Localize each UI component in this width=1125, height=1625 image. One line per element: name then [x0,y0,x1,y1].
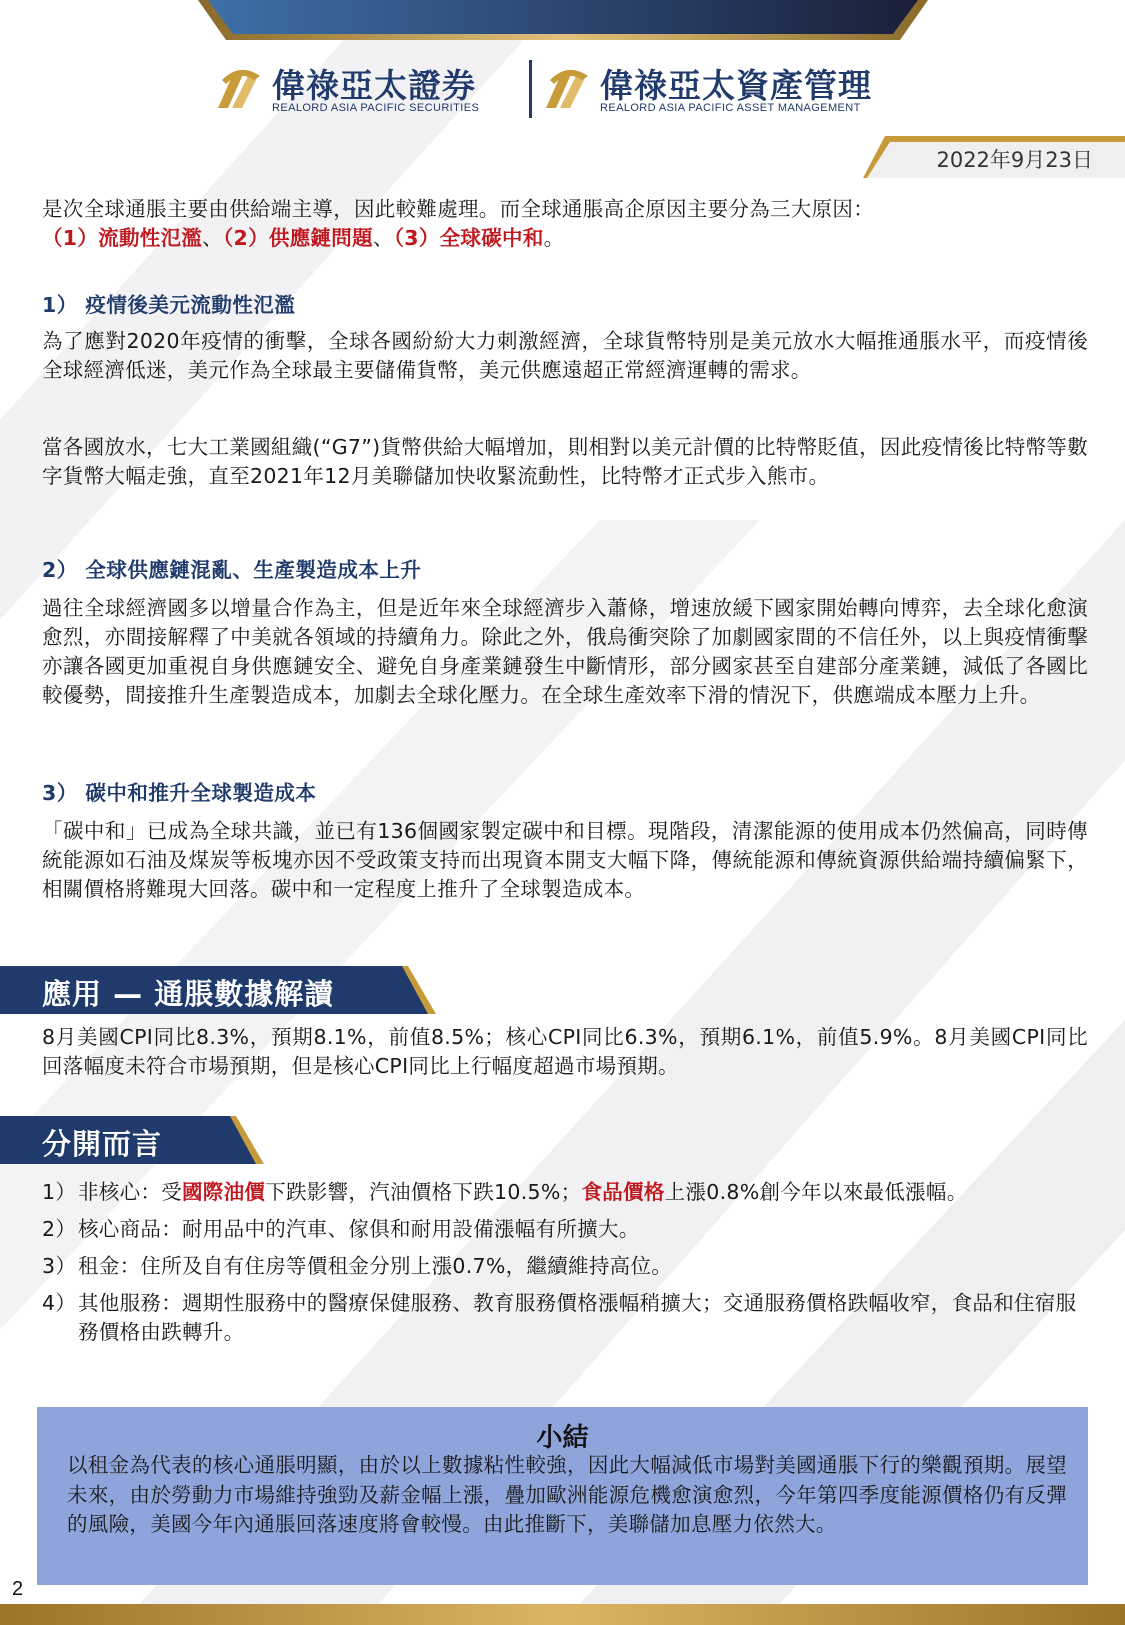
bottom-bar [0,1604,1125,1625]
list-number: 3） [42,1254,77,1278]
section-2-paragraph: 過往全球經濟國多以增量合作為主，但是近年來全球經濟步入蕭條，增速放緩下國家開始轉向博弈，去全球化愈演愈烈，亦間接解釋了中美就各領域的持續角力。除此之外，俄烏衝突除了加劇國家間的不信任外，以上與疫情衝擊亦讓各國更加重視自身供應鏈安全、避免自身產業鏈發生中斷情形，部分國家甚至自建部分產業鏈，減低了各國比較優勢，間接推升生產製造成本，加劇去全球化壓力。在全球生產效率下滑的情況下，供應端成本壓力上升。 [42,596,1088,707]
reason-2: （2）供應鏈問題 [222,226,373,250]
section-3-title: 3） 碳中和推升全球製造成本 [42,781,317,805]
list-item [42,1215,1082,1244]
application-paragraph: 8月美國CPI同比8.3%，預期8.1%，前值8.5%；核心CPI同比6.3%，預期6.1%，前值5.9%。8月美國CPI同比回落幅度未符合市場預期，但是核心CPI同比上行幅度超過市場預期。 [42,1025,1088,1078]
item-1-text-a: 非核心：受 [78,1180,182,1204]
item-3-text: 租金：住所及自有住房等價租金分別上漲0.7%，繼續維持高位。 [78,1254,673,1278]
list-number: 2） [42,1217,77,1241]
top-banner [0,0,1125,44]
item-1-text-b: 下跌影響，汽油價格下跌10.5%； [265,1180,582,1204]
reason-1: （1）流動性氾濫 [42,226,203,250]
item-4-text: 其他服務：週期性服務中的醫療保健服務、教育服務價格漲幅稍擴大；交通服務價格跌幅收窄，食品和住宿服務價格由跌轉升。 [78,1291,1077,1344]
summary-title: 小結 [536,1423,589,1453]
reason-sep-2: 、 [372,226,394,250]
section-1-paragraph-1: 為了應對2020年疫情的衝擊，全球各國紛紛大力刺激經濟，全球貨幣特別是美元放水大幅推通脹水平，而疫情後全球經濟低迷，美元作為全球最主要儲備貨幣，美元供應遠超正常經濟運轉的需求。 [42,329,1088,382]
section-3-paragraph: 「碳中和」已成為全球共識，並已有136個國家製定碳中和目標。現階段，清潔能源的使用成本仍然偏高，同時傳統能源如石油及煤炭等板塊亦因不受政策支持而出現資本開支大幅下降，傳統能源和傳統資源供給端持續偏緊下，相關價格將難現大回落。碳中和一定程度上推升了全球製造成本。 [42,819,1088,901]
item-2-text: 核心商品：耐用品中的汽車、傢俱和耐用設備漲幅有所擴大。 [78,1217,640,1241]
list-item [42,1178,1082,1207]
breakdown-title: 分開而言 [42,1127,163,1161]
section-2-title: 2） 全球供應鏈混亂、生產製造成本上升 [42,558,422,582]
summary-text: 以租金為代表的核心通脹明顯，由於以上數據粘性較強，因此大幅減低市場對美國通脹下行的樂觀預期。展望未來，由於勞動力市場維持強勁及薪金幅上漲，疊加歐洲能源危機愈演愈烈，今年第四季度能源價格仍有反彈的風險，美國今年內通脹回落速度將會較慢。由此推斷下，美聯儲加息壓力依然大。 [67,1453,1067,1536]
intro-end: 。 [543,226,565,250]
reason-sep-1: 、 [202,226,223,250]
logo-asset-cn: 偉祿亞太資產管理 [600,66,872,105]
list-number: 1） [42,1180,77,1204]
logo-divider [529,60,532,118]
list-number: 4） [42,1291,77,1315]
section-1-title: 1） 疫情後美元流動性氾濫 [42,293,296,317]
application-title: 應用 — 通脹數據解讀 [42,977,335,1011]
report-date: 2022年9月23日 [936,148,1093,172]
logo-asset-en: REALORD ASIA PACIFIC ASSET MANAGEMENT [600,102,861,114]
logo-securities-cn: 偉祿亞太證券 [272,66,476,105]
logo-row [0,58,1125,120]
item-1-highlight-food: 食品價格 [581,1180,665,1204]
breakdown-list [42,1178,1082,1355]
page-number: 2 [12,1578,24,1600]
realord-logo-icon [214,62,266,114]
intro-text: 是次全球通脹主要由供給端主導，因此較難處理。而全球通脹高企原因主要分為三大原因： [42,197,874,221]
summary-box [37,1407,1088,1585]
item-1-highlight-oil: 國際油價 [182,1180,266,1204]
reason-3: （3）全球碳中和 [393,226,544,250]
section-1-paragraph-2: 當各國放水，七大工業國組織(“G7”)貨幣供給大幅增加，則相對以美元計價的比特幣貶值，因此疫情後比特幣等數字貨幣大幅走強，直至2021年12月美聯儲加快收緊流動性，比特幣才正式步入熊市。 [42,435,1088,488]
logo-securities-en: REALORD ASIA PACIFIC SECURITIES [272,102,480,114]
list-item [42,1289,1082,1347]
list-item [42,1252,1082,1281]
intro-paragraph [42,195,1088,253]
realord-logo-icon [542,62,594,114]
item-1-text-c: 上漲0.8%創今年以來最低漲幅。 [664,1180,968,1204]
